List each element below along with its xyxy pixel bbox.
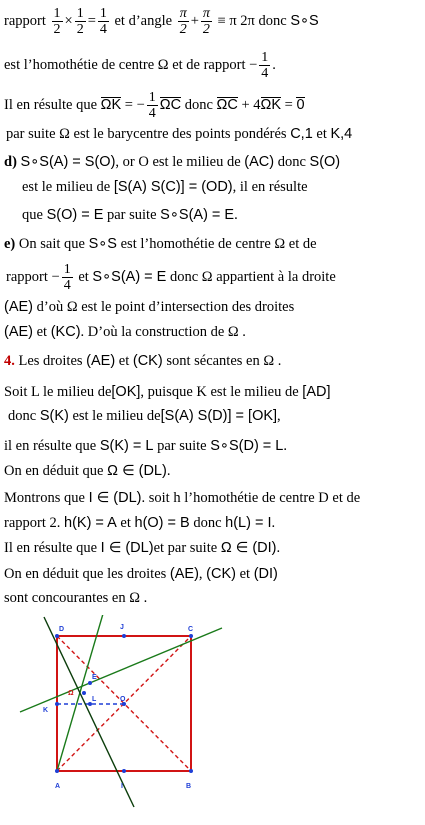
label-o: O: [120, 696, 126, 703]
line-7: que S(O) = E par suite S∘S(A) = E.: [22, 207, 238, 223]
fraction: $\frac{1}{4}$: [99, 6, 107, 37]
line-5: d) S∘S(A) = S(O), or O est le milieu de (AC) donc S(O): [4, 154, 341, 170]
line-12: 4. Les droites (AE) et (CK) sont sécantes en Ω .: [4, 353, 282, 369]
line-15: il en résulte que S(K) = L par suite S∘S(D) = L.: [4, 438, 287, 454]
line-8: e) On sait que S∘S est l’homothétie de centre Ω et de: [4, 236, 317, 252]
line-16: On en déduit que Ω ∈ (DL).: [4, 463, 171, 479]
section-number: 4.: [4, 353, 15, 369]
geometry-figure: [0, 615, 425, 825]
line-13: Soit L le milieu de[OK], puisque K est le milieu de [AD]: [4, 384, 331, 400]
line-11: (AE) et (KC). D’où la construction de Ω .: [4, 324, 246, 340]
point-b: [189, 769, 193, 773]
line-21: sont concourantes en Ω .: [4, 590, 148, 606]
line-10: (AE) d’où Ω est le point d’intersection des droites: [4, 299, 295, 315]
line-14: donc S(K) est le milieu de[S(A) S(D)] = [OK],: [8, 408, 281, 424]
label-d: D: [59, 626, 65, 633]
label-i: I: [121, 783, 123, 790]
line-6: est le milieu de [S(A) S(C)] = (OD), il en résulte: [22, 179, 308, 195]
label-a: A: [55, 783, 61, 790]
line-1: rapport $\frac{1}{2}$ × $\frac{1}{2}$ = $\frac{1}{4}$ et d’angle $\frac{\pi}{2}$ + $\frac{\pi}{2}$ ≡ π 2π donc S∘S: [4, 6, 319, 37]
fraction: $\frac{1}{2}$: [76, 6, 84, 37]
label-c: C: [188, 626, 194, 633]
label-b: B: [186, 783, 192, 790]
line-17: Montrons que I ∈ (DL). soit h l’homothétie de centre D et de: [4, 490, 361, 506]
label-l: L: [92, 696, 97, 703]
point-omega: [82, 691, 86, 695]
fraction: $\frac{\pi}{2}$: [202, 6, 210, 37]
point-j: [122, 634, 126, 638]
line-4: par suite Ω est le barycentre des points pondérés C,1 et K,4: [6, 126, 353, 142]
fraction: $\frac{\pi}{2}$: [179, 6, 187, 37]
line-3: Il en résulte que ΩK = − $\frac{1}{4}$ ΩC donc ΩC + 4ΩK = 0: [4, 90, 305, 121]
line-18: rapport 2. h(K) = A et h(O) = B donc h(L) = I.: [4, 515, 276, 531]
point-e: [88, 681, 92, 685]
point-i: [122, 769, 126, 773]
label-e: E: [92, 674, 97, 681]
label-omega: Ω: [68, 690, 74, 697]
fraction: $\frac{1}{4}$: [261, 50, 269, 81]
fraction: $\frac{1}{4}$: [63, 262, 71, 293]
point-c: [189, 634, 193, 638]
line-9: rapport − $\frac{1}{4}$ et S∘S(A) = E donc Ω appartient à la droite: [6, 262, 336, 293]
fraction: $\frac{1}{4}$: [148, 90, 156, 121]
line-20: On en déduit que les droites (AE), (CK) et (DI): [4, 566, 278, 582]
line-19: Il en résulte que I ∈ (DL)et par suite Ω ∈ (DI).: [4, 540, 281, 556]
fraction: $\frac{1}{2}$: [53, 6, 61, 37]
line-2: est l’homothétie de centre Ω et de rapport − $\frac{1}{4}$ .: [4, 50, 276, 81]
label-k: K: [43, 707, 49, 714]
point-a: [55, 769, 59, 773]
point-d: [55, 634, 59, 638]
label-j: J: [120, 624, 124, 631]
point-k: [55, 702, 59, 706]
